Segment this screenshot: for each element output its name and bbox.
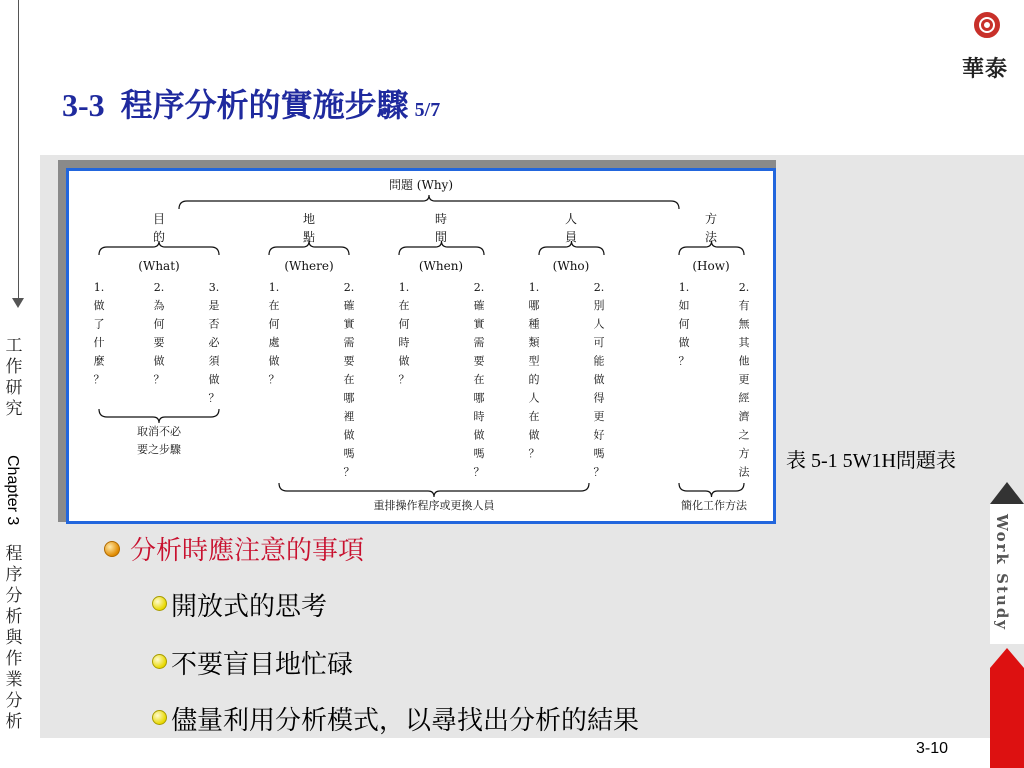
item-char: 是 (208, 299, 220, 312)
group-head-char: 員 (564, 230, 578, 244)
item-number: 1. (398, 281, 410, 294)
item-char: 何 (398, 317, 410, 331)
item-char: 要 (473, 354, 485, 368)
rearrange-label: 重排操作程序或更換人員 (373, 499, 495, 512)
item-char: 須 (208, 354, 220, 368)
yellow-bullet-icon (152, 596, 167, 611)
item-char: 好 (593, 428, 605, 442)
item-char: 確 (473, 299, 485, 312)
item-char: 的 (528, 373, 540, 386)
item-number: 1. (93, 281, 105, 294)
item-char: 在 (398, 299, 410, 312)
simplify-label: 簡化工作方法 (681, 499, 747, 512)
item-char: 在 (268, 299, 280, 312)
orange-bullet-icon (104, 541, 120, 557)
item-char: 嗎 (473, 447, 485, 460)
item-char: 了 (93, 317, 105, 331)
item-char: 類 (528, 336, 540, 349)
group-head-char: 時 (434, 212, 448, 226)
item-char: 在 (343, 373, 355, 386)
item-char: 做 (678, 336, 690, 349)
item-char: 型 (528, 354, 540, 368)
item-number: 2. (343, 281, 355, 294)
item-char: ？ (208, 391, 220, 405)
main-bullet (104, 530, 364, 567)
sub-bullet (152, 586, 327, 623)
item-number: 1. (528, 281, 540, 294)
yellow-bullet-icon (152, 710, 167, 725)
item-char: 為 (153, 299, 165, 312)
group-en-label: (Who) (552, 259, 590, 273)
group-en-label: (How) (692, 259, 730, 273)
item-char: 處 (268, 336, 280, 349)
item-char: 實 (473, 317, 485, 331)
item-char: ？ (398, 373, 410, 386)
item-char: 人 (593, 317, 605, 331)
item-char: 實 (343, 317, 355, 331)
item-char: 何 (153, 317, 165, 331)
sub-bullet (152, 644, 353, 681)
item-char: 做 (208, 373, 220, 386)
up-arrow-icon (990, 482, 1024, 504)
section-number: 3-3 (62, 87, 105, 123)
item-char: 得 (593, 391, 605, 405)
item-char: 麼 (93, 354, 105, 368)
group-en-label: (When) (418, 259, 464, 273)
item-char: 無 (738, 317, 750, 331)
logo-inner-ring (981, 19, 993, 31)
item-char: ？ (268, 373, 280, 386)
down-arrow-icon (12, 298, 24, 308)
item-char: 之 (738, 428, 750, 442)
item-char: 能 (593, 354, 605, 368)
item-char: 時 (473, 410, 485, 423)
item-char: 嗎 (343, 447, 355, 460)
page-number: 3-10 (916, 740, 949, 757)
group-head-char: 點 (302, 230, 316, 244)
item-char: 做 (153, 354, 165, 368)
item-char: 哪 (343, 391, 355, 405)
main-bullet-text: 分析時應注意的事項 (130, 536, 365, 566)
item-number: 2. (153, 281, 165, 294)
red-arrow-icon (990, 648, 1024, 668)
item-char: 做 (268, 354, 280, 368)
why-label: 問題 (Why) (388, 178, 454, 192)
5w1h-diagram (69, 171, 773, 521)
group-head-char: 的 (152, 230, 166, 244)
group-brace (399, 241, 484, 255)
item-char: 做 (343, 428, 355, 442)
group-head-char: 方 (704, 212, 718, 226)
item-char: 在 (528, 410, 540, 423)
sub-bullet-text: 不要盲目地忙碌 (171, 650, 354, 680)
item-char: 裡 (343, 410, 355, 423)
group-brace (269, 241, 349, 255)
left-vertical-rule (18, 0, 19, 300)
item-char: 做 (93, 299, 105, 312)
item-char: 種 (528, 317, 540, 331)
red-band (990, 668, 1024, 768)
page-part: 5/7 (414, 99, 441, 121)
item-char: 別 (593, 299, 605, 312)
item-number: 2. (593, 281, 605, 294)
item-char: 其 (738, 336, 750, 349)
item-char: ？ (93, 373, 105, 386)
item-char: 有 (738, 299, 750, 312)
group-brace (539, 241, 604, 255)
group-brace (679, 241, 744, 255)
item-char: 時 (398, 336, 410, 349)
simplify-brace (679, 483, 744, 497)
item-char: 經 (738, 391, 750, 405)
why-brace (179, 195, 679, 209)
group-head-char: 地 (302, 212, 316, 226)
group-brace (99, 241, 219, 255)
group-head-char: 目 (152, 212, 166, 226)
sidebar-chapter-title: 程序分析與作業分析 (5, 544, 23, 732)
item-number: 2. (473, 281, 485, 294)
item-char: 需 (473, 336, 485, 349)
group-head-char: 人 (564, 212, 578, 226)
page-title (62, 80, 440, 126)
item-char: ？ (528, 447, 540, 460)
item-char: 做 (398, 354, 410, 368)
item-char: 做 (593, 373, 605, 386)
group-en-label: (What) (138, 259, 180, 273)
sub-bullet (152, 700, 639, 737)
item-char: ？ (153, 373, 165, 386)
item-char: 做 (528, 428, 540, 442)
item-char: 更 (593, 410, 605, 423)
rearrange-brace (279, 483, 589, 497)
item-char: 何 (678, 317, 690, 331)
item-char: 需 (343, 336, 355, 349)
eliminate-brace (99, 409, 219, 423)
sub-bullet-text: 開放式的思考 (171, 592, 328, 622)
group-head-char: 法 (704, 230, 718, 244)
item-char: 嗎 (593, 447, 605, 460)
eliminate-label: 取消不必 (137, 425, 181, 438)
group-en-label: (Where) (284, 259, 334, 273)
item-char: ？ (678, 354, 690, 368)
item-char: ？ (343, 465, 355, 479)
sub-bullet-text: 儘量利用分析模式，以尋找出分析的結果 (171, 706, 640, 736)
yellow-bullet-icon (152, 654, 167, 669)
sidebar-chapter-label: Chapter 3 (4, 455, 21, 526)
item-char: 人 (528, 391, 540, 405)
item-char: 做 (473, 428, 485, 442)
item-char: 要 (343, 354, 355, 368)
sidebar-course-title: 工作研究 (5, 336, 23, 419)
item-char: 如 (678, 299, 690, 312)
item-number: 3. (208, 281, 220, 294)
logo-text: 華泰 (962, 56, 1009, 82)
item-char: 要 (153, 336, 165, 349)
item-char: 更 (738, 373, 750, 386)
table-caption: 表 5-1 5W1H問題表 (786, 450, 956, 472)
item-number: 2. (738, 281, 750, 294)
item-char: 哪 (473, 391, 485, 405)
item-char: 確 (343, 299, 355, 312)
item-char: 否 (208, 317, 220, 331)
item-char: 方 (738, 447, 750, 460)
item-char: 法 (738, 465, 750, 479)
5w1h-table (66, 168, 776, 524)
item-char: 可 (593, 336, 605, 349)
item-char: 必 (208, 336, 220, 349)
item-char: 哪 (528, 299, 540, 312)
item-number: 1. (268, 281, 280, 294)
item-char: 他 (738, 354, 750, 368)
item-char: ？ (473, 465, 485, 479)
item-char: 什 (93, 336, 105, 349)
item-char: 在 (473, 373, 485, 386)
item-char: 何 (268, 317, 280, 331)
footer-strip (40, 738, 990, 768)
work-study-label: Work Study (993, 514, 1011, 632)
item-char: 濟 (738, 410, 750, 423)
item-char: ？ (593, 465, 605, 479)
item-number: 1. (678, 281, 690, 294)
section-title: 程序分析的實施步驟 (120, 87, 409, 123)
group-head-char: 間 (434, 230, 448, 244)
eliminate-label: 要之步驟 (137, 443, 181, 456)
